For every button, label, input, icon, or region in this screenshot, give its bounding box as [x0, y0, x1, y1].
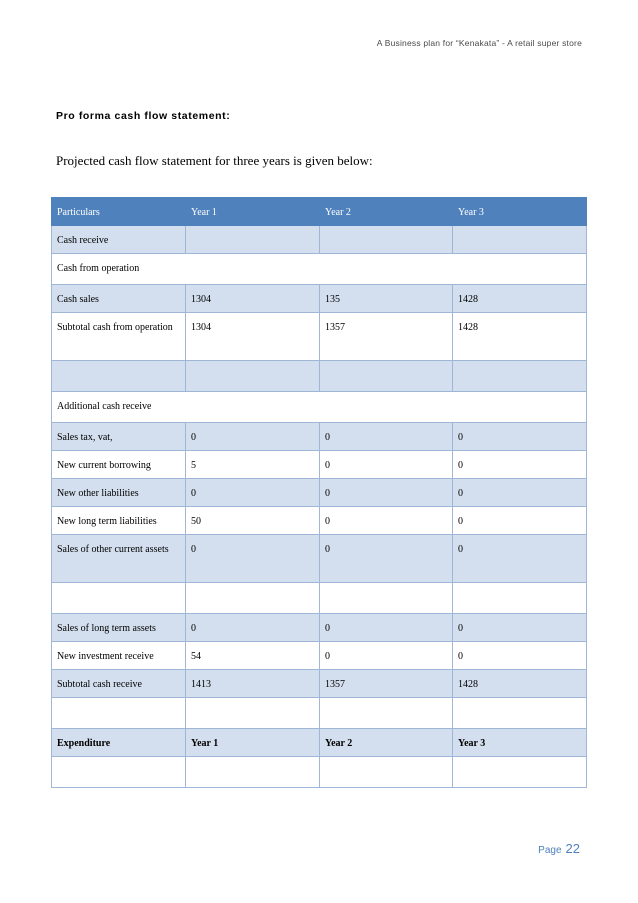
table-row-label: New investment receive: [52, 642, 186, 670]
table-cell: 0: [320, 614, 453, 642]
table-row-label: Expenditure: [52, 729, 186, 757]
table-cell: Year 3: [453, 729, 587, 757]
page-number: 22: [565, 841, 580, 856]
table-row: [52, 423, 587, 451]
column-header: Year 2: [320, 198, 453, 226]
table-cell: 1413: [186, 670, 320, 698]
table-row-label: New current borrowing: [52, 451, 186, 479]
table-row: [52, 729, 587, 757]
table-cell: [453, 583, 587, 614]
table-cell: 0: [453, 535, 587, 583]
table-row-label: Sales of long term assets: [52, 614, 186, 642]
table-header-row: [52, 198, 587, 226]
table-cell: 0: [320, 507, 453, 535]
table-row-label: Sales of other current assets: [52, 535, 186, 583]
table-row: [52, 642, 587, 670]
table-cell: 1428: [453, 285, 587, 313]
table-cell: 0: [453, 423, 587, 451]
table-cell: 5: [186, 451, 320, 479]
table-cell: 1428: [453, 313, 587, 361]
table-cell: 0: [186, 535, 320, 583]
table-cell: 0: [453, 507, 587, 535]
table-row: [52, 757, 587, 788]
table-cell: 50: [186, 507, 320, 535]
table-cell: 0: [320, 535, 453, 583]
table-cell: Year 1: [186, 729, 320, 757]
table-cell: 1304: [186, 313, 320, 361]
table-cell: 0: [320, 642, 453, 670]
table-row-label: Cash receive: [52, 226, 186, 254]
table-row: [52, 479, 587, 507]
table-cell: [186, 698, 320, 729]
table-row: [52, 614, 587, 642]
table-row: [52, 361, 587, 392]
cash-flow-table: [51, 197, 587, 788]
table-cell: Year 2: [320, 729, 453, 757]
table-row-label: Cash sales: [52, 285, 186, 313]
table-section-label: Additional cash receive: [52, 392, 587, 423]
table-row: [52, 535, 587, 583]
intro-paragraph: Projected cash flow statement for three years is given below:: [56, 153, 373, 168]
table-cell: [320, 361, 453, 392]
table-row-label: [52, 698, 186, 729]
table-cell: 0: [453, 451, 587, 479]
column-header: Year 1: [186, 198, 320, 226]
table-row: [52, 226, 587, 254]
table-cell: [186, 583, 320, 614]
table-cell: [453, 226, 587, 254]
table-cell: 1357: [320, 313, 453, 361]
table-cell: [453, 698, 587, 729]
table-cell: [320, 757, 453, 788]
table-cell: 0: [320, 451, 453, 479]
table-row: [52, 670, 587, 698]
table-row: [52, 507, 587, 535]
table-section-label: Cash from operation: [52, 254, 587, 285]
table-cell: [320, 226, 453, 254]
table-cell: 0: [186, 614, 320, 642]
table-cell: [320, 698, 453, 729]
table-cell: 1357: [320, 670, 453, 698]
table-row-label: [52, 583, 186, 614]
table-row: [52, 254, 587, 285]
section-heading: Pro forma cash flow statement:: [56, 110, 231, 122]
running-header: A Business plan for “Kenakata” - A retail super store: [376, 38, 582, 48]
table-cell: [453, 757, 587, 788]
page-label: Page: [538, 845, 562, 856]
table-row: [52, 583, 587, 614]
column-header: Year 3: [453, 198, 587, 226]
table-cell: 1428: [453, 670, 587, 698]
table-row-label: Subtotal cash from operation: [52, 313, 186, 361]
table-row-label: New long term liabilities: [52, 507, 186, 535]
table-cell: 54: [186, 642, 320, 670]
table-cell: 0: [453, 614, 587, 642]
table-cell: 135: [320, 285, 453, 313]
table-row: [52, 451, 587, 479]
table-cell: [186, 757, 320, 788]
page-footer: [538, 840, 580, 858]
column-header: Particulars: [52, 198, 186, 226]
table-row-label: Sales tax, vat,: [52, 423, 186, 451]
table-row: [52, 392, 587, 423]
table-row: [52, 285, 587, 313]
table-row-label: Subtotal cash receive: [52, 670, 186, 698]
table-cell: 0: [453, 642, 587, 670]
table-row-label: New other liabilities: [52, 479, 186, 507]
table-cell: [320, 583, 453, 614]
table-cell: 0: [320, 479, 453, 507]
table-cell: [186, 226, 320, 254]
table-cell: 1304: [186, 285, 320, 313]
table-cell: [453, 361, 587, 392]
table-cell: 0: [453, 479, 587, 507]
table-cell: 0: [186, 423, 320, 451]
table-row-label: [52, 361, 186, 392]
table-row: [52, 313, 587, 361]
table-cell: [186, 361, 320, 392]
table-row: [52, 698, 587, 729]
table-row-label: [52, 757, 186, 788]
table-cell: 0: [186, 479, 320, 507]
table-cell: 0: [320, 423, 453, 451]
